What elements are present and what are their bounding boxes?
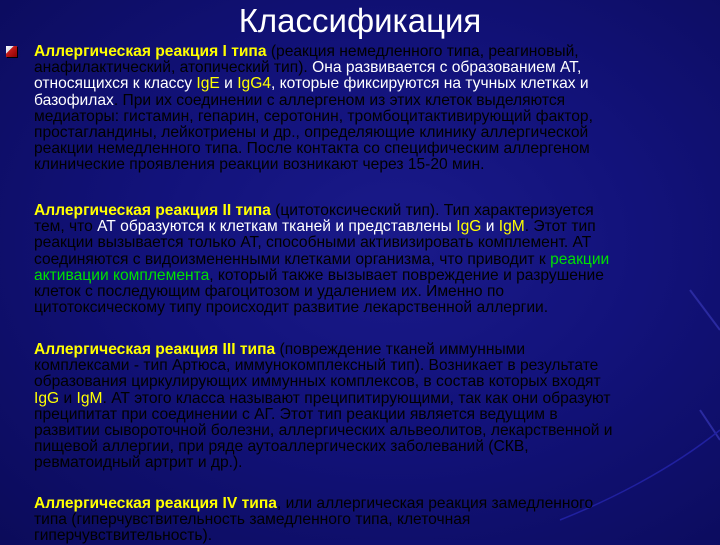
text-line: развитии сывороточной болезни, аллергических альвеолитов, лекарственной и	[34, 422, 613, 440]
text: соединяются с видоизмененными клетками организма, что приводит к	[34, 250, 551, 268]
emphasis-green-text: реакции	[550, 250, 610, 268]
text-line: ревматоидный артрит и др.).	[34, 454, 243, 472]
text-line: гиперчувствительность).	[34, 527, 213, 545]
red-square-bullet-icon	[6, 46, 17, 57]
slide-title: Классификация	[238, 2, 482, 39]
paragraph-type-3	[34, 342, 714, 472]
text: , который также вызывает повреждение и разрушение	[209, 266, 604, 284]
emphasis-green-text: активации комплемента	[34, 266, 210, 284]
emphasis-text: , которые фиксируются на тучных клетках и	[271, 75, 589, 93]
heading-type-2: Аллергическая реакция II типа	[34, 202, 271, 219]
emphasis-text: относящихся к классу	[34, 75, 197, 93]
emphasis-text: базофилах	[34, 91, 114, 109]
text: . При их соединении с аллергеном из этих клеток выделяются	[113, 91, 566, 109]
text-line: типа (гиперчувствительность замедленного типа, клеточная	[34, 511, 471, 529]
text-line: пищевой аллергии, при ряде аутоаллергических заболеваний (СКВ,	[34, 438, 529, 456]
text-line: клинические проявления реакции возникают через 15-20 мин.	[34, 156, 485, 174]
heading-type-4: Аллергическая реакция IV типа	[34, 495, 277, 512]
emphasis-text: и	[219, 75, 238, 93]
text-line: реакции немедленного типа. После контакта со специфическим аллергеном	[34, 140, 590, 158]
text: тем, что	[34, 218, 98, 236]
heading-type-1: Аллергическая реакция I типа	[34, 43, 267, 60]
heading-type-3: Аллергическая реакция III типа	[34, 341, 276, 358]
text-line: клеток с последующим фагоцитозом и удалением их. Именно по	[34, 283, 505, 301]
text-line: цитотоксическому типу происходит развитие лекарственной аллергии.	[34, 299, 549, 317]
emphasis-text: АТ образуются к клеткам тканей и представлены	[97, 218, 457, 236]
paragraph-type-4	[34, 496, 714, 545]
text: (повреждение тканей иммунными	[275, 341, 526, 358]
text-line: медиаторы: гистамин, гепарин, серотонин, тромбоцитактивирующий фактор,	[34, 107, 593, 125]
immunoglobulin-label: IgE	[196, 75, 220, 93]
emphasis-text: и	[481, 218, 499, 236]
text: . Этот тип	[524, 218, 596, 236]
immunoglobulin-label: IgG	[456, 218, 482, 236]
text: , или аллергическая реакция замедленного	[276, 495, 594, 512]
text: и	[59, 389, 77, 407]
text: (цитотоксический тип). Тип характеризуется	[270, 202, 594, 219]
text-line: комплексами - тип Артюса, иммунокомплексный тип). Возникает в результате	[34, 357, 599, 375]
emphasis-text: Она развивается с образованием АТ,	[312, 59, 582, 77]
paragraph-type-1	[34, 44, 714, 174]
text: (реакция немедленного типа, реагиновый,	[266, 43, 579, 60]
immunoglobulin-label: IgM	[498, 218, 525, 236]
text: анафилактический, атопический тип).	[34, 59, 313, 77]
immunoglobulin-label: IgG	[34, 389, 60, 407]
immunoglobulin-label: IgM	[76, 389, 103, 407]
text-line: образования циркулирующих иммунных комплексов, в состав которых входят	[34, 373, 601, 391]
text-line: преципитат при соединении с АГ. Этот тип реакции является ведущим в	[34, 405, 558, 423]
text-line: простагландины, лейкотриены и др., определяющие клинику аллергической	[34, 124, 589, 142]
text-line: реакции вызывается только АТ, способными активизировать комплемент. АТ	[34, 234, 592, 252]
paragraph-type-2	[34, 203, 714, 316]
immunoglobulin-label: IgG4	[237, 75, 271, 93]
text: . АТ этого класса называют преципитирующими, так как они образуют	[102, 389, 611, 407]
